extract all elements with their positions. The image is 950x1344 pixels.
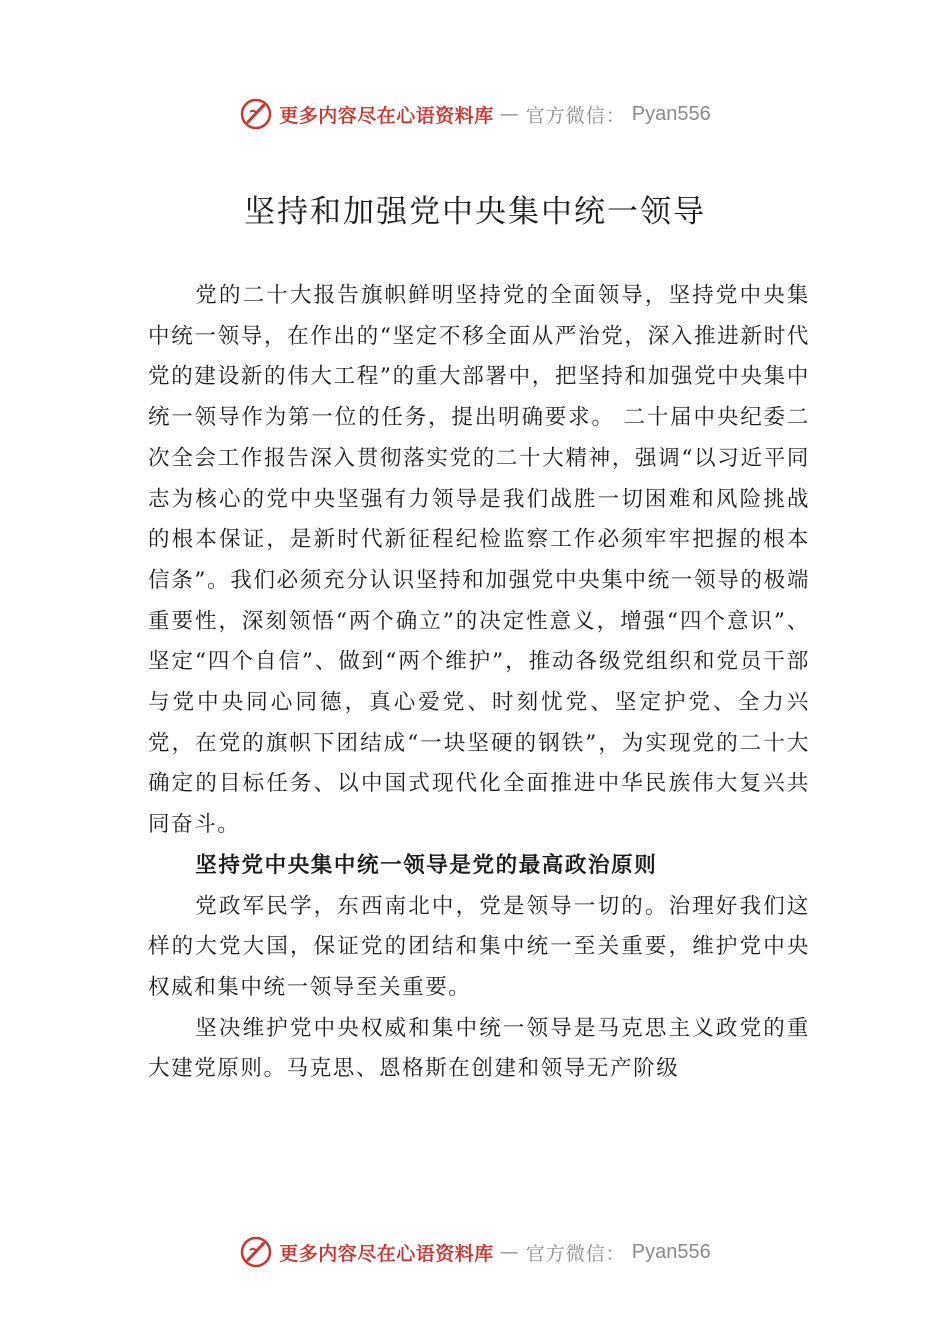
document-title: 坚持和加强党中央集中统一领导 bbox=[244, 194, 706, 230]
footer-wechat-id: Pyan556 bbox=[631, 1240, 711, 1263]
footer-watermark bbox=[0, 1232, 950, 1272]
body-paragraph: 党的二十大报告旗帜鲜明坚持党的全面领导，坚持党中央集中统一领导，在作出的“坚定不移全面从严治党，深入推进新时代党的建设新的伟大工程”的重大部署中，把坚持和加强党中央集中统一领导作为第一位的任务，提出明确要求。 二十届中央纪委二次全会工作报告深入贯彻落实党的二十大精神，强调“以习近平同志为核心的党中央坚强有力领导是我们战胜一切困难和风险挑战的根本保证，是新时代新征程纪检监察工作必须牢牢把握的根本信条”。我们必须充分认识坚持和加强党中央集中统一领导的极端重要性，深刻领悟“两个确立”的决定性意义，增强“四个意识”、坚定“四个自信”、做到“两个维护”，推动各级党组织和党员干部与党中央同心同德，真心爱党、时刻忧党、坚定护党、全力兴党，在党的旗帜下团结成“一块坚硬的钢铁”，为实现党的二十大确定的目标任务、以中国式现代化全面推进中华民族伟大复兴共同奋斗。 bbox=[148, 283, 810, 838]
body-paragraph: 党政军民学，东西南北中，党是领导一切的。治理好我们这样的大党大国，保证党的团结和集中统一至关重要，维护党中央权威和集中统一领导至关重要。 bbox=[148, 893, 810, 1000]
header-wechat-label: 官方微信： bbox=[525, 104, 626, 127]
brand-logo-icon bbox=[239, 1235, 273, 1269]
header-brand-text: 更多内容尽在心语资料库 bbox=[279, 104, 494, 127]
section-heading: 坚持党中央集中统一领导是党的最高政治原则 bbox=[195, 852, 658, 878]
brand-logo-icon bbox=[239, 97, 273, 131]
header-watermark bbox=[0, 94, 950, 134]
footer-wechat-label: 官方微信： bbox=[525, 1242, 626, 1265]
document-body bbox=[148, 276, 810, 1090]
body-paragraph: 坚决维护党中央权威和集中统一领导是马克思主义政党的重大建党原则。马克思、恩格斯在创建和领导无产阶级 bbox=[148, 1015, 810, 1082]
footer-brand-text: 更多内容尽在心语资料库 bbox=[279, 1242, 494, 1265]
header-separator: — bbox=[499, 103, 520, 125]
footer-separator: — bbox=[499, 1241, 520, 1263]
header-wechat-id: Pyan556 bbox=[631, 102, 711, 125]
